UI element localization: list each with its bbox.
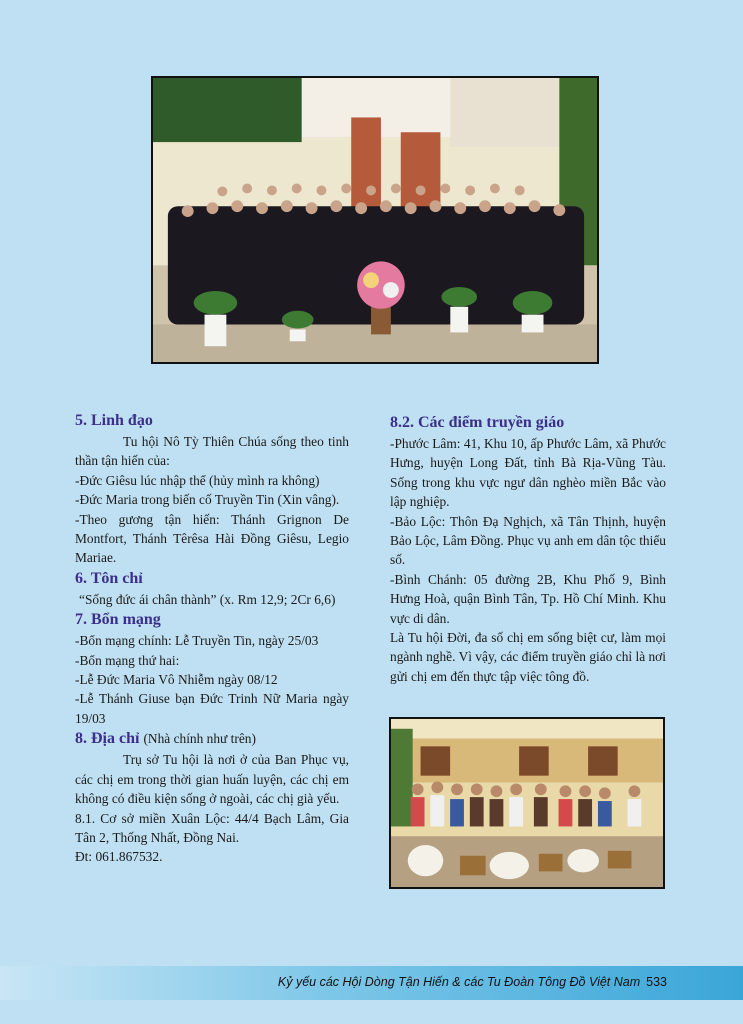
outreach-photo-graphic [391, 719, 663, 887]
section-7-heading: 7. Bổn mạng [75, 611, 161, 629]
right-column [390, 412, 666, 686]
section-7-item-3: -Lễ Đức Maria Vô Nhiễm ngày 08/12 [75, 672, 278, 688]
section-8-text: Trụ sở Tu hội là nơi ở của Ban Phục vụ, các chị em trong thời gian huấn luyện, các chị em không có điều kiện sống ở ngoài, các chị già yếu. [75, 752, 349, 807]
outreach-photo [389, 717, 665, 889]
group-photo [151, 76, 599, 364]
section-8-1-phone: Đt: 061.867532. [75, 849, 163, 865]
mission-summary: Là Tu hội Đời, đa số chị em sống biệt cư, làm mọi ngành nghề. Vì vậy, các điểm truyền giáo chỉ là nơi gửi chị em đến thực tập việc tông đồ. [390, 630, 666, 684]
section-7-item-4: -Lễ Thánh Giuse bạn Đức Trinh Nữ Maria ngày 19/03 [75, 691, 349, 726]
footer [278, 975, 667, 989]
section-8-subtitle: (Nhà chính như trên) [143, 731, 256, 747]
section-5-heading: 5. Linh đạo [75, 412, 153, 429]
section-5-item-3: -Theo gương tận hiến: Thánh Grignon De Montfort, Thánh Têrêsa Hài Đồng Giêsu, Legio Mariae. [75, 511, 349, 566]
section-7-item-2: -Bổn mạng thứ hai: [75, 652, 180, 668]
section-8-heading [75, 728, 349, 750]
mission-bao-loc: -Bảo Lộc: Thôn Đạ Nghịch, xã Tân Thịnh, huyện Bảo Lộc, Lâm Đồng. Phục vụ anh em dân tộc thiểu số. [390, 513, 666, 568]
section-7-item-1: -Bổn mạng chính: Lễ Truyền Tin, ngày 25/03 [75, 633, 319, 649]
section-6-text: “Sống đức ái chân thành” (x. Rm 12,9; 2Cr 6,6) [79, 591, 336, 607]
mission-binh-chanh: -Bình Chánh: 05 đường 2B, Khu Phố 9, Bình Hưng Hoà, quận Bình Tân, Tp. Hồ Chí Minh. Khu vực di dân. [390, 571, 666, 626]
footer-title: Kỷ yếu các Hội Dòng Tận Hiến & các Tu Đoàn Tông Đồ Việt Nam [277, 975, 641, 989]
section-5-item-1: -Đức Giêsu lúc nhập thể (hủy mình ra không) [75, 472, 320, 488]
section-6-heading: 6. Tôn chỉ [75, 569, 143, 587]
section-8-title: 8. Địa chỉ [75, 730, 140, 748]
page-number: 533 [646, 975, 667, 989]
left-column [75, 410, 349, 867]
section-8-1-address: 8.1. Cơ sở miền Xuân Lộc: 44/4 Bạch Lâm, Gia Tân 2, Thống Nhất, Đồng Nai. [75, 810, 349, 845]
section-8-2-heading: 8.2. Các điểm truyền giáo [390, 414, 565, 431]
mission-phuoc-lam: -Phước Lâm: 41, Khu 10, ấp Phước Lâm, xã Phước Hưng, huyện Long Đất, tỉnh Bà Rịa-Vũng Tàu. Sống trong khu vực ngư dân nghèo miền Bắc vào lập nghiệp. [390, 436, 666, 510]
section-5-intro: Tu hội Nô Tỳ Thiên Chúa sống theo tinh thần tận hiến của: [75, 434, 349, 469]
section-5-item-2: -Đức Maria trong biến cố Truyền Tin (Xin vâng). [75, 492, 340, 508]
group-photo-graphic [153, 78, 597, 362]
